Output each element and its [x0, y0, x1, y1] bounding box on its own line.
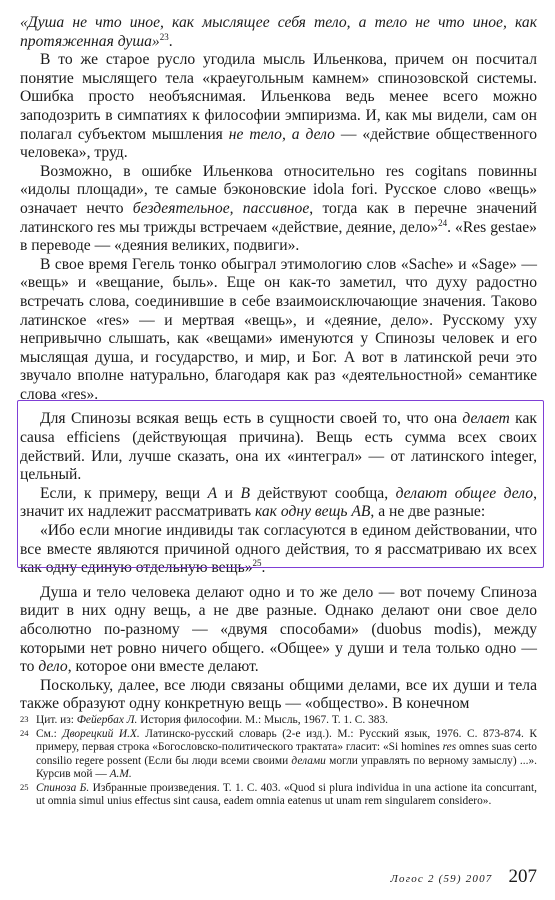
footnote-23: 23 Цит. из: Фейербах Л. История философии. М.: Мысль, 1967. Т. 1. С. 383. — [20, 714, 389, 726]
footnote-25: 25 Спиноза Б. Избранные произведения. Т. 1. С. 403. «Quod si plura individua in una actione ita concurrant, ut omnia simul unius effectus sint causa, eadem omnia eatenus ut unam rem singularem considero». — [20, 782, 537, 808]
main-text — [20, 14, 537, 714]
footnote-ref-25[interactable]: 25 — [252, 558, 262, 569]
paragraph-ilyenkov: В то же старое русло угодила мысль Ильенкова, причем он посчитал понятие мыслящего тела «краеугольным камнем» спинозовской системы. Ошибка просто необъяснимая. Ильенкова ведь менее всего можно заподозрить в симпатиях к философии эмпиризма. И, как мы видели, сам он полагал субъектом мышления не тело, а дело — «действие общественного человека», труд. — [20, 51, 537, 162]
running-head: Логос 2 (59) 2007 — [390, 873, 493, 885]
paragraph-soul-body: Душа и тело человека делают одно и то же дело — вот почему Спиноза видит в них одну вещь, а не две разные. Однако делают они свое дело абсолютно по-разному — «двумя способами» (duobus modis), между которыми нет ровно ничего общего. «Общее» у души и тела только одно — то дело, которое они вместе делают. — [20, 583, 537, 676]
paragraph-quote-spinoza: «Ибо если многие индивиды так согласуются в едином действовании, что все вместе являются причиной одного действия, то я рассматриваю их всех как одну единую отдельную вещь»$^{25}$. — [20, 522, 537, 577]
paragraph-society: Поскольку, далее, все люди связаны общими делами, все их души и тела также образуют одну конкретную вещь — «общество». В конечном — [20, 676, 537, 713]
paragraph-quote-feuerbach: «Душа не что иное, как мыслящее себя тело, а тело не что иное, как протяженная душа»$^{23}$. — [20, 14, 537, 50]
paragraph-spinoza-thing: Для Спинозы всякая вещь есть в сущности своей то, что она делает как causa efficiens (действующая причина). Вещь есть сумма всех своих действий. Или, лучше сказать, она их «интеграл» — от латинского integer, цельный. — [20, 410, 537, 484]
footnote-24: 24 См.: Дворецкий И.Х. Латинско-русский словарь (2-е изд.). М.: Русский язык, 1976. С. 873-874. К примеру, первая строка «Богословско-политического трактата» гласит: «Si homines res omnes suas certo consilio regere possent (Если бы люди всеми своими делами могли управлять по верному замыслу) ...». Курсив мой — А.М. — [20, 728, 538, 780]
page-number: 207 — [508, 866, 537, 887]
page-footer — [0, 866, 537, 888]
footnote-ref-24[interactable]: 24 — [438, 217, 448, 228]
paragraph-joint-action: Если, к примеру, вещи А и В действуют сообща, делают общее дело, значит их надлежит рассматривать как одну вещь АВ, а не две разные: — [20, 484, 537, 521]
paragraph-hegel: В свое время Гегель тонко обыграл этимологию слов «Sache» и «Sage» — «вещь» и «вещание, быль». Еще он как-то заметил, что духу радостно встречать слова, соединившие в себе взаимоисключающие значения. Таково латинское «res» — и мертвая «вещь», и «деяние, дело». Русскому уху непривычно слышать, как «вещами» именуются у Спинозы человек и его мыслящая душа, и государство, и мир, и Бог. А вот в латинской речи это звучало вполне натурально, благодаря как раз «деятельностной» семантике слова «res». — [20, 255, 537, 403]
footnotes — [20, 714, 537, 809]
footnote-ref-23[interactable]: 23 — [159, 31, 169, 42]
paragraph-idola-fori: Возможно, в ошибке Ильенкова относительно res cogitans повинны «идолы площади», те самые бэконовские idola fori. Русское слово «вещь» означает нечто бездеятельное, пассивное, тогда как в перечне значений латинского res мы трижды встречаем «действие, деяние, дело»$^{24}$. «Res gestae» в переводе — «деяния великих, подвиги». — [20, 162, 537, 255]
